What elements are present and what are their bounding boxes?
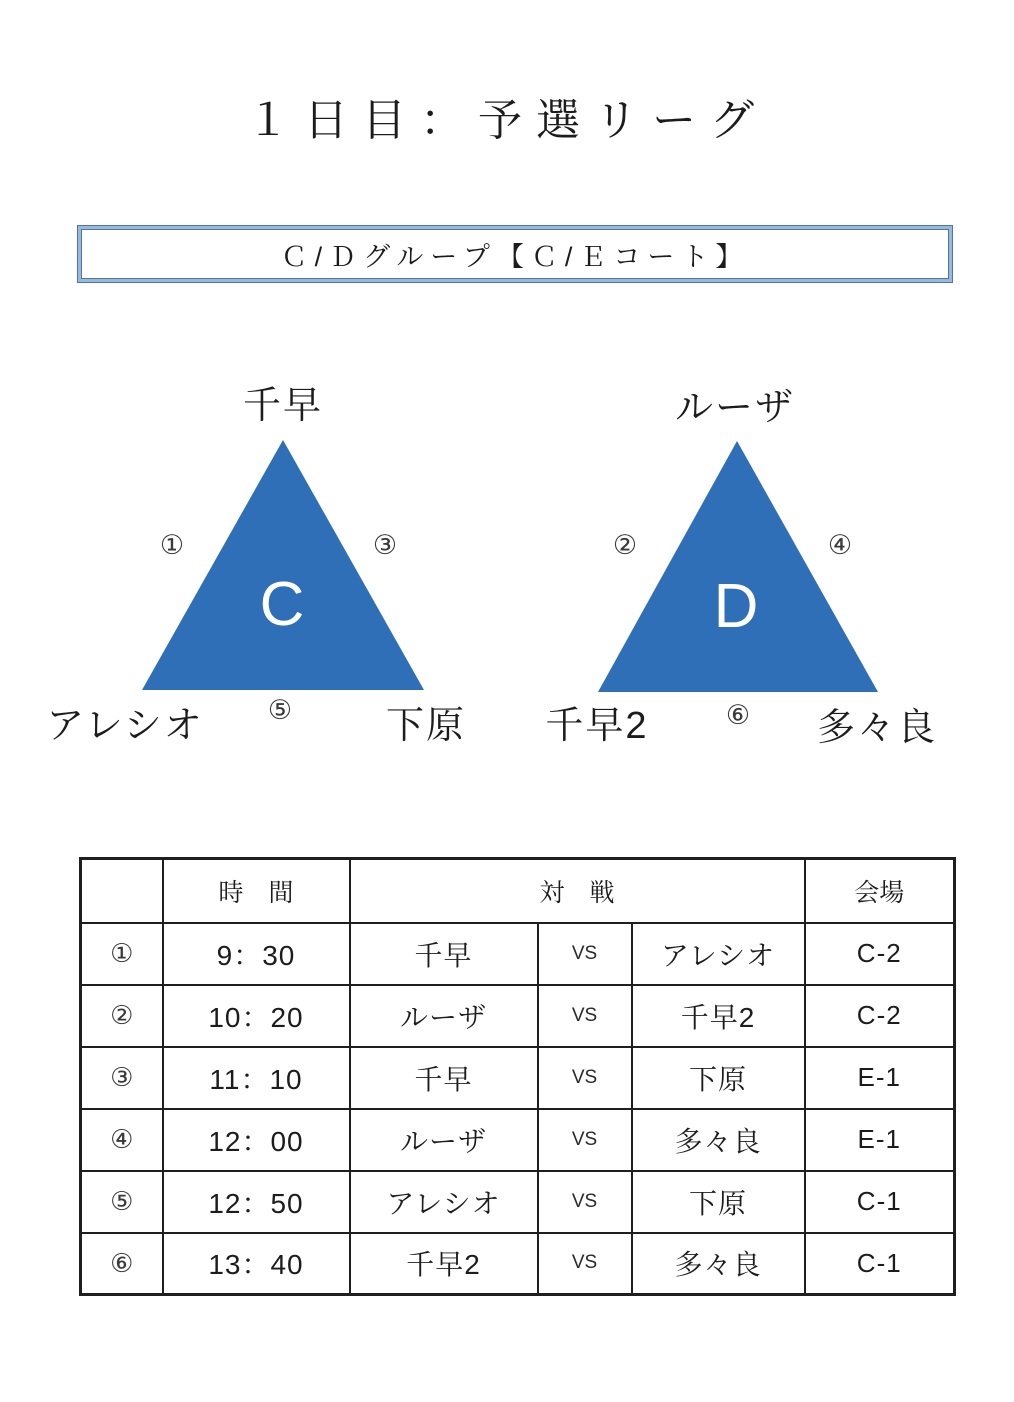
- row-venue: C-1: [805, 1171, 955, 1233]
- header-match: 対 戦: [350, 859, 805, 923]
- row-time: 13：40: [163, 1233, 350, 1295]
- row-team1: 千早: [350, 923, 538, 985]
- group-court-banner-text: Ｃ/Ｄグループ【Ｃ/Ｅコート】: [280, 241, 750, 272]
- row-team2: 下原: [632, 1047, 805, 1109]
- row-team2: 多々良: [632, 1109, 805, 1171]
- header-time: 時 間: [163, 859, 350, 923]
- match-number-2: ②: [612, 530, 638, 560]
- page-title: １日目：予選リーグ: [246, 96, 768, 145]
- row-team2: 千早2: [632, 985, 805, 1047]
- table-row: [81, 923, 955, 985]
- match-number-3: ③: [372, 530, 398, 560]
- group-c-triangle-shape: [142, 440, 424, 690]
- group-c-triangle: [142, 440, 424, 690]
- header-venue: 会場: [805, 859, 955, 923]
- row-vs: VS: [538, 1109, 632, 1171]
- row-number: ⑤: [81, 1171, 163, 1233]
- group-d-bottom-right-team: 多々良: [816, 707, 937, 749]
- match-number-1: ①: [159, 530, 185, 560]
- match-number-4: ④: [827, 530, 853, 560]
- row-team1: ルーザ: [350, 1109, 538, 1171]
- row-team2: アレシオ: [632, 923, 805, 985]
- row-time: 11：10: [163, 1047, 350, 1109]
- row-time: 12：50: [163, 1171, 350, 1233]
- schedule-table: [79, 857, 956, 1296]
- row-team1: 千早: [350, 1047, 538, 1109]
- row-venue: C-2: [805, 985, 955, 1047]
- group-c-bottom-right-team: 下原: [385, 705, 466, 747]
- row-number: ②: [81, 985, 163, 1047]
- table-row: [81, 1233, 955, 1295]
- row-vs: VS: [538, 923, 632, 985]
- row-time: 9：30: [163, 923, 350, 985]
- group-d-triangle: [598, 441, 878, 692]
- group-c-letter: C: [259, 570, 305, 639]
- header-number: [81, 859, 163, 923]
- group-d-triangle-shape: [598, 441, 878, 692]
- row-vs: VS: [538, 985, 632, 1047]
- row-number: ③: [81, 1047, 163, 1109]
- table-row: [81, 1047, 955, 1109]
- row-number: ①: [81, 923, 163, 985]
- row-team2: 下原: [632, 1171, 805, 1233]
- row-time: 10：20: [163, 985, 350, 1047]
- row-vs: VS: [538, 1047, 632, 1109]
- row-team1: ルーザ: [350, 985, 538, 1047]
- row-team2: 多々良: [632, 1233, 805, 1295]
- row-venue: C-1: [805, 1233, 955, 1295]
- row-venue: E-1: [805, 1047, 955, 1109]
- group-d-letter: D: [713, 572, 759, 641]
- match-number-5: ⑤: [267, 695, 293, 725]
- row-vs: VS: [538, 1171, 632, 1233]
- group-diagram: [0, 370, 1014, 770]
- row-number: ⑥: [81, 1233, 163, 1295]
- row-number: ④: [81, 1109, 163, 1171]
- schedule-header-row: [81, 859, 955, 923]
- schedule-table-wrapper: [79, 857, 956, 1296]
- table-row: [81, 1109, 955, 1171]
- table-row: [81, 985, 955, 1047]
- group-court-banner: [78, 226, 952, 282]
- group-c-top-team: 千早: [242, 385, 323, 427]
- row-time: 12：00: [163, 1109, 350, 1171]
- row-venue: E-1: [805, 1109, 955, 1171]
- table-row: [81, 1171, 955, 1233]
- row-team1: アレシオ: [350, 1171, 538, 1233]
- match-number-6: ⑥: [725, 700, 751, 730]
- row-venue: C-2: [805, 923, 955, 985]
- row-team1: 千早2: [350, 1233, 538, 1295]
- group-d-top-team: ルーザ: [674, 387, 795, 429]
- row-vs: VS: [538, 1233, 632, 1295]
- group-d-bottom-left-team: 千早2: [545, 705, 649, 747]
- group-c-bottom-left-team: アレシオ: [46, 705, 204, 747]
